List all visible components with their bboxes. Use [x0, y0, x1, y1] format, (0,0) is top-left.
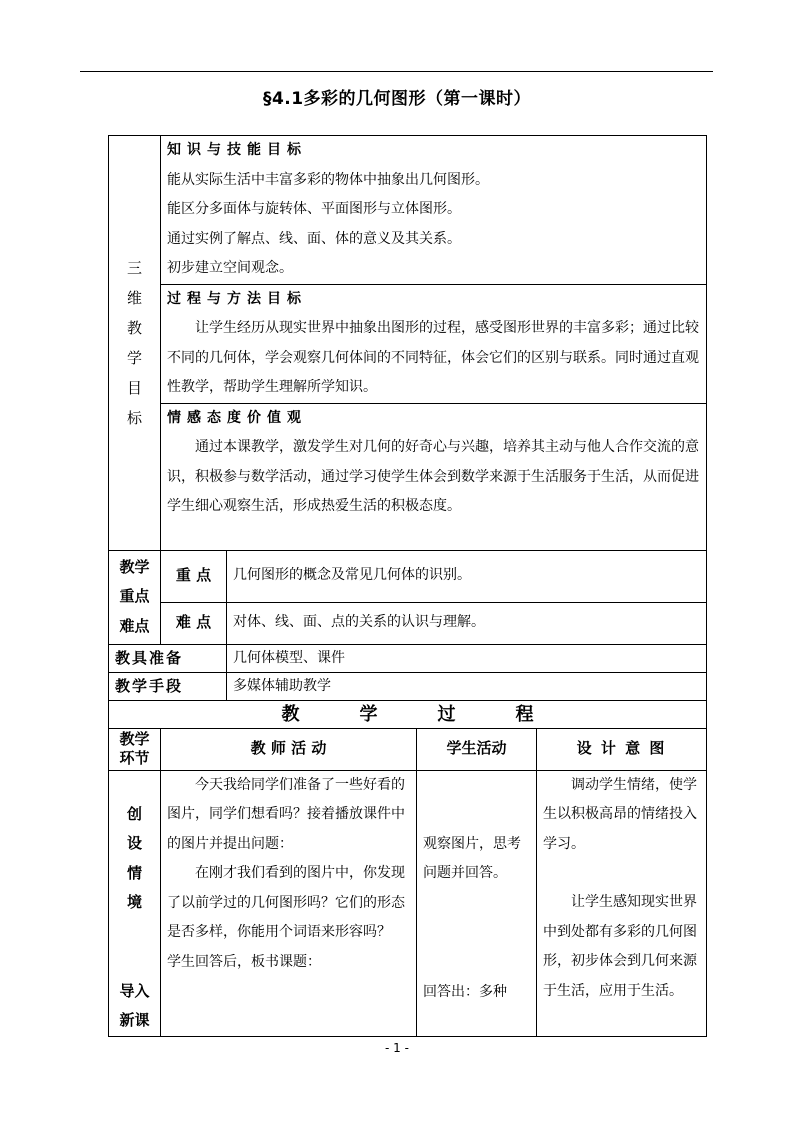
process-objective-cell — [161, 284, 707, 403]
design-intent-cell — [537, 770, 707, 1037]
focus-text: 几何图形的概念及常见几何体的识别。 — [227, 550, 707, 602]
header-rule — [80, 71, 713, 72]
means-row — [109, 672, 707, 700]
tools-text: 几何体模型、课件 — [227, 644, 707, 672]
emotion-objective-row — [109, 403, 707, 550]
student-activity-cell — [417, 770, 537, 1037]
tools-row — [109, 644, 707, 672]
process-objective-row — [109, 284, 707, 403]
page-title: §4.1多彩的几何图形（第一课时） — [262, 89, 532, 109]
knowledge-objective-cell — [161, 136, 707, 285]
difficulty-text: 对体、线、面、点的关系的认识与理解。 — [227, 602, 707, 644]
difficulty-label: 难 点 — [161, 602, 227, 644]
student-header: 学生活动 — [417, 728, 537, 770]
knowledge-line: 能区分多面体与旋转体、平面图形与立体图形。 — [167, 201, 461, 217]
stage-cell: 创 设 情 境 导入 新课 — [109, 770, 161, 1037]
process-header-row — [109, 728, 707, 770]
teacher-header: 教 师 活 动 — [161, 728, 417, 770]
teacher-p1: 今天我给同学们准备了一些好看的图片，同学们想看吗？接着播放课件中的图片并提出问题： — [167, 776, 405, 852]
teacher-activity-cell — [161, 770, 417, 1037]
tools-label: 教具准备 — [109, 644, 227, 672]
page-number: - 1 - — [385, 1041, 409, 1055]
emotion-heading: 情感态度价值观 — [167, 409, 307, 426]
emotion-objective-cell — [161, 403, 707, 550]
difficulty-row — [109, 602, 707, 644]
means-label: 教学手段 — [109, 672, 227, 700]
knowledge-objective-row — [109, 136, 707, 285]
means-text: 多媒体辅助教学 — [227, 672, 707, 700]
process-text: 让学生经历从现实世界中抽象出图形的过程，感受图形世界的丰富多彩；通过比较不同的几何体，学会观察几何体间的不同特征，体会它们的区别与联系。同时通过直观性教学，帮助学生理解所学知识。 — [167, 320, 699, 395]
lesson-plan-table — [108, 135, 707, 1037]
student-p1: 观察图片，思考问题并回答。 — [423, 835, 521, 881]
process-title-row — [109, 700, 707, 728]
stage-header: 教学 环节 — [109, 728, 161, 770]
focus-row — [109, 550, 707, 602]
teacher-p2: 在刚才我们看到的图片中，你发现了以前学过的几何图形吗？它们的形态是否多样，你能用个词语来形容吗？ — [167, 865, 405, 940]
knowledge-line: 通过实例了解点、线、面、体的意义及其关系。 — [167, 230, 461, 247]
process-row — [109, 770, 707, 1037]
focus-label: 重 点 — [161, 550, 227, 602]
knowledge-line: 能从实际生活中丰富多彩的物体中抽象出几何图形。 — [167, 171, 489, 188]
process-heading: 过程与方法目标 — [167, 290, 307, 307]
knowledge-line: 初步建立空间观念。 — [167, 260, 293, 276]
emotion-text: 通过本课教学，激发学生对几何的好奇心与兴趣，培养其主动与他人合作交流的意识，积极参与数学活动，通过学习使学生体会到数学来源于生活服务于生活，从而促进学生细心观察生活，形成热爱生活的积极态度。 — [167, 439, 699, 514]
process-title: 教 学 过 程 — [109, 700, 707, 728]
keypoints-side-label: 教学 重点 难点 — [109, 550, 161, 644]
student-p2: 回答出：多种 — [423, 983, 507, 1000]
objectives-side-label: 三 维 教 学 目 标 — [109, 136, 161, 551]
design-header: 设 计 意 图 — [537, 728, 707, 770]
design-p1: 调动学生情绪，使学生以积极高昂的情绪投入学习。 — [543, 776, 697, 852]
design-p2: 让学生感知现实世界中到处都有多彩的几何图形，初步体会到几何来源于生活，应用于生活。 — [543, 894, 697, 999]
knowledge-heading: 知识与技能目标 — [167, 142, 307, 158]
teacher-p3: 学生回答后，板书课题： — [167, 953, 321, 970]
